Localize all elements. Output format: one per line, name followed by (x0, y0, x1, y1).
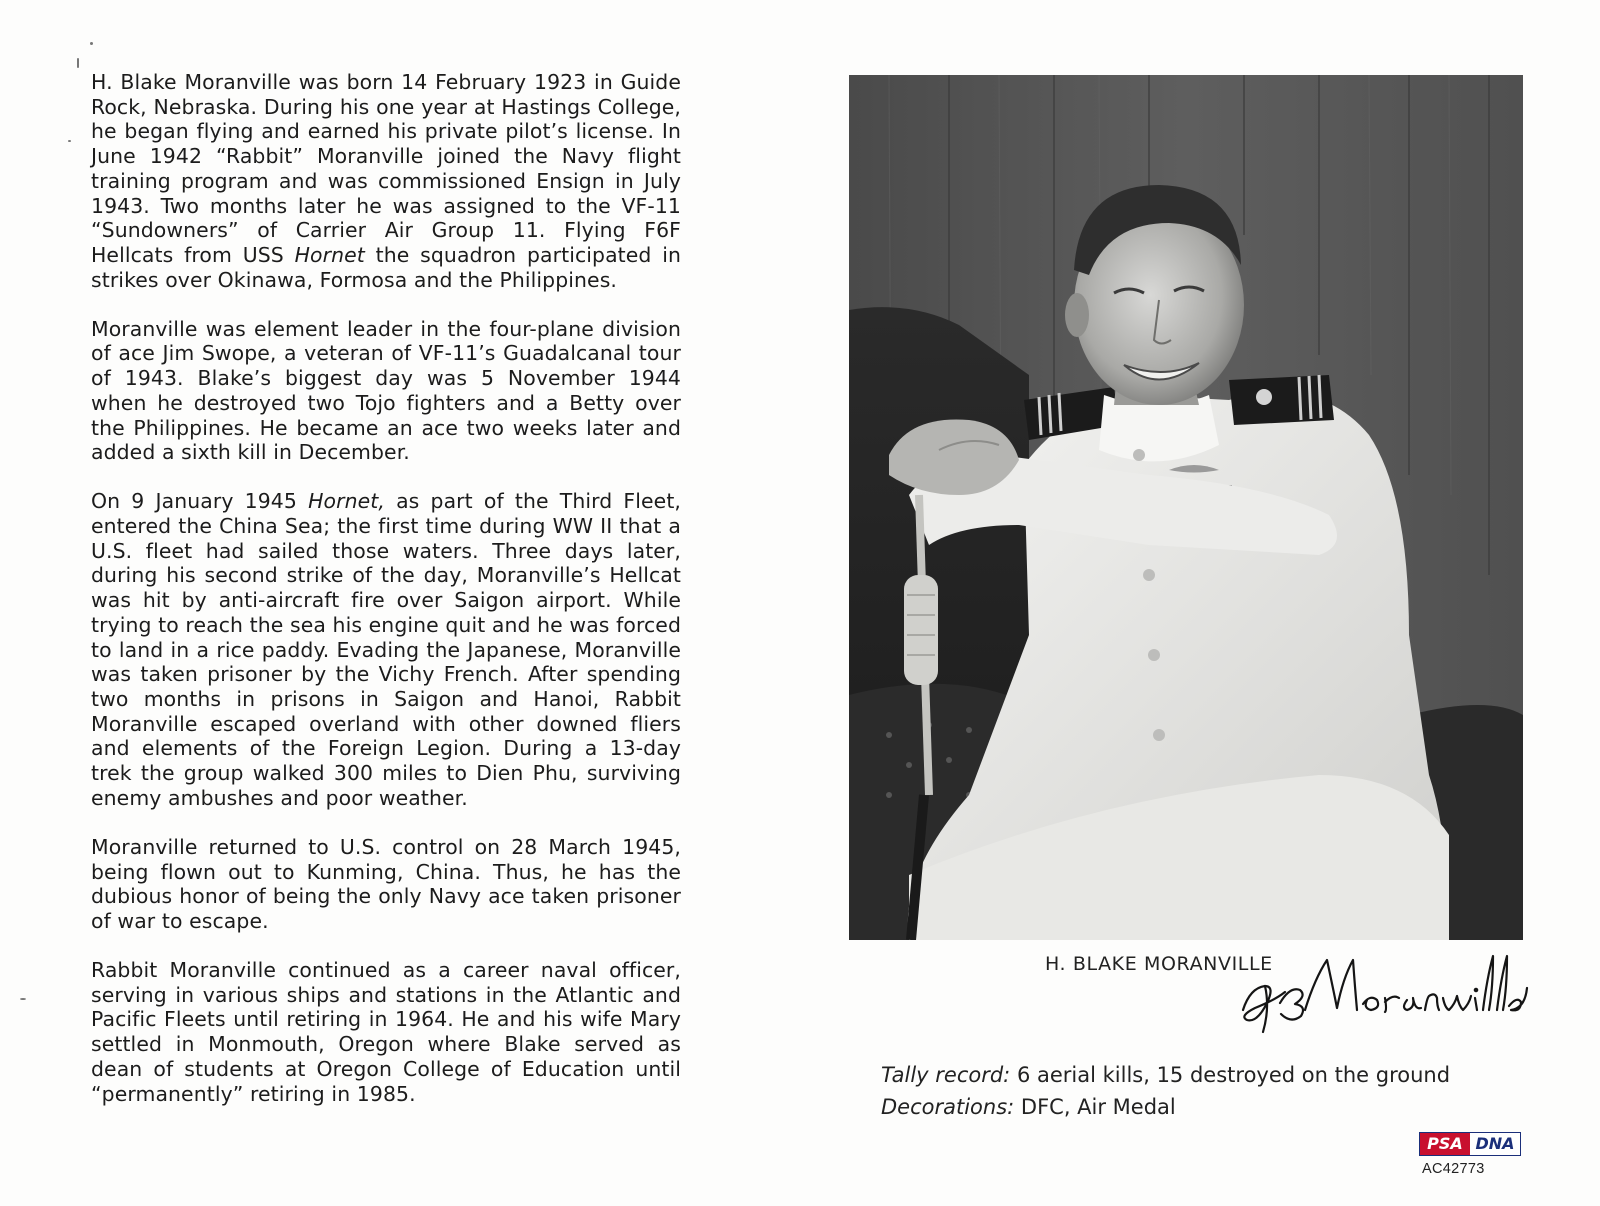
authentication-code: AC42773 (1422, 1161, 1485, 1177)
autograph-signature (1235, 948, 1535, 1038)
bio-paragraph-1-text: H. Blake Moranville was born 14 February 1923 in Guide Rock, Nebraska. During his one year at Hastings College, he began flying and earned his private pilot’s license. In June 1942 “Rabbit” Moranville joined the Navy flight training program and was commissioned Ensign in July 1943. Two months later he was assigned to the VF-11 “Sundowners” of Carrier Air Group 11. Flying F6F Hellcats from USS (91, 70, 681, 267)
biography-text (91, 70, 681, 1131)
photo-caption: H. BLAKE MORANVILLE (1045, 953, 1273, 975)
bio-paragraph-3-start: On 9 January 1945 (91, 489, 309, 514)
authentication-sticker (1419, 1132, 1521, 1177)
bio-paragraph-1 (91, 70, 681, 292)
bio-paragraph-3-end: as part of the Third Fleet, entered the China Sea; the first time during WW II that a U.S. fleet had sailed those waters. Three days later, during his second strike of the day, Moranville’s Hellcat was hit by anti-aircraft fire over Saigon airport. While trying to reach the sea his engine quit and he was forced to land in a rice paddy. Evading the Japanese, Moranville was taken prisoner by the Vichy French. After spending two months in prisons in Saigon and Hanoi, Rabbit Moranville escaped overland with other downed fliers and elements of the Foreign Legion. During a 13-day trek the group walked 300 miles to Dien Phu, surviving enemy ambushes and poor weather. (91, 489, 681, 810)
psa-dna-logo (1419, 1132, 1521, 1156)
paper-speck (77, 58, 79, 68)
bio-paragraph-1-end: the squadron participated in strikes over Okinawa, Formosa and the Philippines. (91, 242, 682, 292)
decorations-line (881, 1091, 1450, 1123)
decorations-value: DFC, Air Medal (1014, 1095, 1176, 1119)
paper-speck (90, 42, 93, 45)
portrait-photo (849, 75, 1523, 940)
paper-speck (68, 140, 71, 142)
portrait-illustration (849, 75, 1523, 940)
ship-name: Hornet (294, 242, 365, 267)
decorations-label: Decorations: (881, 1095, 1015, 1119)
tally-record-line (881, 1059, 1450, 1091)
tally-record-value: 6 aerial kills, 15 destroyed on the ground (1010, 1063, 1451, 1087)
tally-record-block (881, 1059, 1450, 1123)
dna-logo-text: DNA (1470, 1133, 1520, 1155)
bio-paragraph-4: Moranville returned to U.S. control on 28 March 1945, being flown out to Kunming, China. Thus, he has the dubious honor of being the only Navy ace taken prisoner of war to escape. (91, 834, 681, 933)
psa-logo-text: PSA (1420, 1133, 1470, 1155)
tally-record-label: Tally record: (881, 1063, 1011, 1087)
bio-paragraph-3 (91, 489, 681, 810)
bio-paragraph-5: Rabbit Moranville continued as a career naval officer, serving in various ships and stations in the Atlantic and Pacific Fleets until retiring in 1964. He and his wife Mary settled in Monmouth, Oregon where Blake served as dean of students at Oregon College of Education until “permanently” retiring in 1985. (91, 958, 681, 1106)
bio-paragraph-2: Moranville was element leader in the four-plane division of ace Jim Swope, a veteran of VF-11’s Guadalcanal tour of 1943. Blake’s biggest day was 5 November 1944 when he destroyed two Tojo fighters and a Betty over the Philippines. He became an ace two weeks later and added a sixth kill in December. (91, 316, 681, 465)
ship-name: Hornet, (308, 489, 385, 514)
paper-speck (20, 998, 26, 1000)
